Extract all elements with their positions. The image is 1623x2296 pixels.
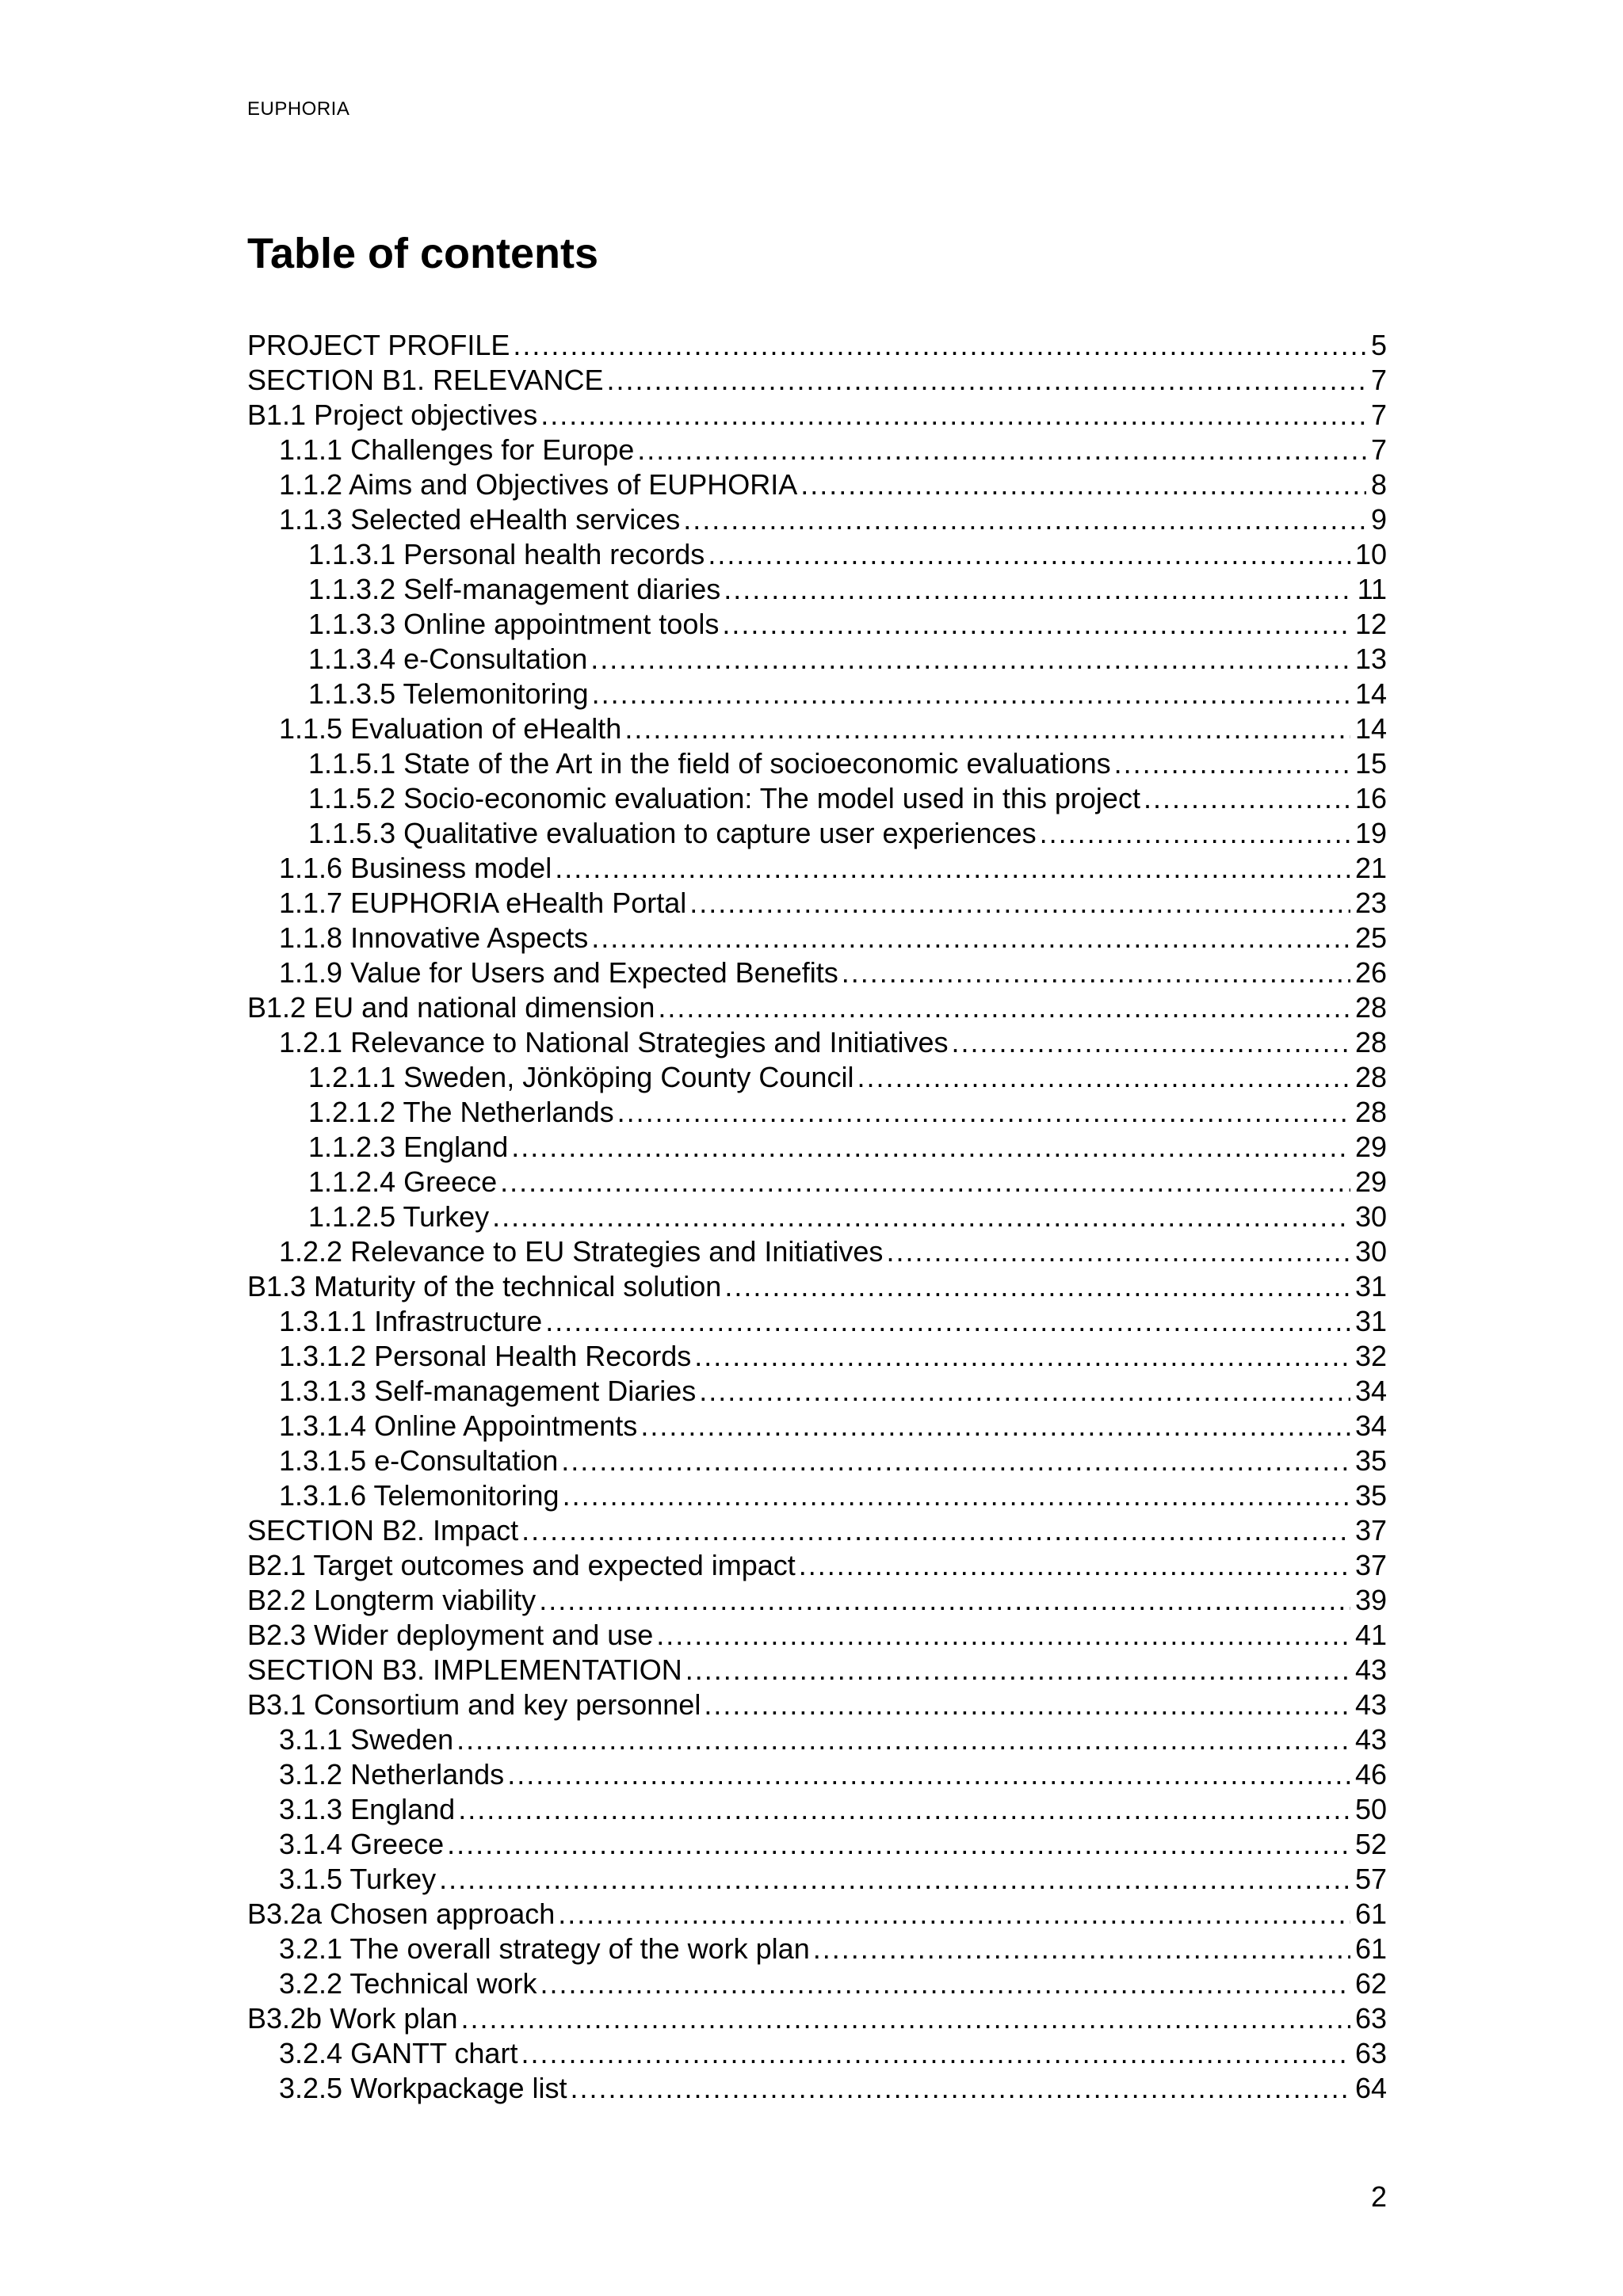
dot-leader (563, 1478, 1350, 1513)
toc-entry-page: 61 (1354, 1897, 1387, 1930)
toc-entry-page: 21 (1354, 852, 1387, 884)
toc-entry-page: 8 (1370, 468, 1387, 501)
toc-entry[interactable] (247, 572, 1387, 607)
toc-entry-label: 1.2.1 Relevance to National Strategies and Initiatives (279, 1026, 949, 1058)
toc-entry[interactable] (247, 1444, 1387, 1478)
dot-leader (857, 1060, 1350, 1095)
dot-leader (842, 955, 1350, 990)
toc-entry[interactable] (247, 677, 1387, 711)
toc-entry-page: 43 (1354, 1723, 1387, 1756)
dot-leader (658, 990, 1350, 1025)
toc-entry-page: 32 (1354, 1340, 1387, 1372)
toc-entry-label: 1.1.2 Aims and Objectives of EUPHORIA (279, 468, 798, 501)
dot-leader (1144, 781, 1350, 816)
toc-entry-page: 30 (1354, 1200, 1387, 1233)
toc-entry-label: 1.1.3.2 Self-management diaries (308, 573, 721, 605)
toc-entry-page: 35 (1354, 1479, 1387, 1512)
dot-leader (624, 711, 1350, 746)
dot-leader (722, 607, 1350, 642)
toc-entry-label: PROJECT PROFILE (247, 329, 510, 361)
toc-entry[interactable] (247, 1688, 1387, 1722)
toc-entry-page: 11 (1357, 573, 1387, 605)
toc-entry-label: 3.1.1 Sweden (279, 1723, 454, 1756)
dot-leader (1040, 816, 1350, 851)
toc-entry-page: 28 (1354, 991, 1387, 1024)
toc-entry[interactable] (247, 607, 1387, 642)
toc-entry[interactable] (247, 816, 1387, 851)
toc-entry-label: SECTION B1. RELEVANCE (247, 364, 604, 396)
toc-entry-page: 7 (1370, 399, 1387, 431)
toc-entry-label: SECTION B2. Impact (247, 1514, 519, 1547)
toc-entry[interactable] (247, 921, 1387, 955)
toc-entry-label: 3.2.1 The overall strategy of the work plan (279, 1932, 810, 1965)
toc-entry-label: B3.2b Work plan (247, 2002, 458, 2035)
toc-entry[interactable] (247, 1792, 1387, 1827)
toc-entry-page: 30 (1354, 1235, 1387, 1268)
toc-entry[interactable] (247, 1827, 1387, 1862)
toc-entry[interactable] (247, 433, 1387, 467)
toc-entry[interactable] (247, 1304, 1387, 1339)
toc-entry-page: 39 (1354, 1584, 1387, 1616)
toc-entry[interactable] (247, 1374, 1387, 1409)
toc-entry-label: 1.1.5.2 Socio-economic evaluation: The model used in this project (308, 782, 1140, 814)
toc-entry[interactable] (247, 1653, 1387, 1688)
toc-entry-label: 1.1.2.4 Greece (308, 1165, 498, 1198)
table-of-contents (247, 328, 1387, 2106)
toc-entry[interactable] (247, 2036, 1387, 2071)
toc-entry[interactable] (247, 1722, 1387, 1757)
dot-leader (683, 502, 1366, 537)
toc-entry[interactable] (247, 1269, 1387, 1304)
toc-entry-page: 57 (1354, 1863, 1387, 1895)
dot-leader (500, 1165, 1350, 1199)
toc-entry-page: 23 (1354, 887, 1387, 919)
toc-entry-page: 13 (1354, 643, 1387, 675)
toc-entry-label: 3.2.2 Technical work (279, 1967, 537, 2000)
dot-leader (521, 1513, 1350, 1548)
toc-entry[interactable] (247, 851, 1387, 886)
toc-entry[interactable] (247, 1966, 1387, 2001)
page-title: Table of contents (247, 230, 599, 277)
toc-entry[interactable] (247, 1897, 1387, 1932)
toc-entry-page: 28 (1354, 1061, 1387, 1093)
toc-entry-page: 16 (1354, 782, 1387, 814)
toc-entry-page: 64 (1354, 2072, 1387, 2104)
toc-entry-label: 1.2.1.1 Sweden, Jönköping County Council (308, 1061, 854, 1093)
toc-entry-label: 1.1.3.5 Telemonitoring (308, 677, 589, 710)
toc-entry[interactable] (247, 1478, 1387, 1513)
toc-entry-page: 35 (1354, 1444, 1387, 1477)
toc-entry[interactable] (247, 398, 1387, 433)
dot-leader (886, 1234, 1350, 1269)
toc-entry-label: 1.3.1.6 Telemonitoring (279, 1479, 559, 1512)
toc-entry-label: SECTION B3. IMPLEMENTATION (247, 1653, 682, 1686)
toc-entry-label: B2.1 Target outcomes and expected impact (247, 1549, 796, 1581)
toc-entry-page: 5 (1370, 329, 1387, 361)
toc-entry-page: 7 (1370, 364, 1387, 396)
toc-entry[interactable] (247, 1130, 1387, 1165)
dot-leader (704, 1688, 1350, 1722)
toc-entry[interactable] (247, 886, 1387, 921)
toc-entry-label: 1.1.6 Business model (279, 852, 552, 884)
toc-entry[interactable] (247, 1583, 1387, 1618)
toc-entry[interactable] (247, 363, 1387, 398)
toc-entry-label: 1.1.3.4 e-Consultation (308, 643, 588, 675)
toc-entry-label: B1.2 EU and national dimension (247, 991, 655, 1024)
toc-entry-page: 31 (1354, 1305, 1387, 1337)
dot-leader (539, 1583, 1350, 1618)
toc-entry-page: 31 (1354, 1270, 1387, 1302)
toc-entry-label: 3.1.2 Netherlands (279, 1758, 505, 1791)
toc-entry-page: 41 (1354, 1619, 1387, 1651)
toc-entry-label: B2.2 Longterm viability (247, 1584, 537, 1616)
toc-entry[interactable] (247, 1513, 1387, 1548)
toc-entry-label: B1.1 Project objectives (247, 399, 538, 431)
dot-leader (439, 1862, 1350, 1897)
toc-entry-label: 1.1.2.3 England (308, 1131, 509, 1163)
dot-leader (724, 1269, 1350, 1304)
toc-entry[interactable] (247, 1409, 1387, 1444)
toc-entry[interactable] (247, 1618, 1387, 1653)
dot-leader (800, 467, 1366, 502)
toc-entry-label: B3.1 Consortium and key personnel (247, 1688, 701, 1721)
dot-leader (513, 328, 1366, 363)
dot-leader (456, 1722, 1350, 1757)
toc-entry[interactable] (247, 642, 1387, 677)
toc-entry-page: 50 (1354, 1793, 1387, 1825)
toc-entry-label: 1.3.1.2 Personal Health Records (279, 1340, 692, 1372)
dot-leader (590, 642, 1350, 677)
toc-entry-page: 43 (1354, 1688, 1387, 1721)
dot-leader (492, 1199, 1350, 1234)
toc-entry[interactable] (247, 781, 1387, 816)
toc-entry-label: B3.2a Chosen approach (247, 1897, 556, 1930)
dot-leader (694, 1339, 1350, 1374)
dot-leader (617, 1095, 1350, 1130)
toc-entry[interactable] (247, 1339, 1387, 1374)
toc-entry-label: 3.1.4 Greece (279, 1828, 445, 1860)
toc-entry[interactable] (247, 746, 1387, 781)
toc-entry-page: 62 (1354, 1967, 1387, 2000)
dot-leader (545, 1304, 1350, 1339)
toc-entry[interactable] (247, 2071, 1387, 2106)
toc-entry-label: 3.1.3 England (279, 1793, 456, 1825)
toc-entry-page: 34 (1354, 1409, 1387, 1442)
toc-entry-page: 63 (1354, 2002, 1387, 2035)
toc-entry-label: 1.3.1.1 Infrastructure (279, 1305, 543, 1337)
toc-entry-page: 7 (1370, 433, 1387, 466)
toc-entry-page: 52 (1354, 1828, 1387, 1860)
toc-entry[interactable] (247, 990, 1387, 1025)
toc-entry-page: 19 (1354, 817, 1387, 849)
toc-entry-page: 12 (1354, 608, 1387, 640)
dot-leader (813, 1932, 1350, 1966)
dot-leader (558, 1897, 1350, 1932)
dot-leader (724, 572, 1352, 607)
dot-leader (540, 1966, 1350, 2001)
toc-entry-label: 1.1.1 Challenges for Europe (279, 433, 635, 466)
toc-entry[interactable] (247, 2001, 1387, 2036)
toc-entry-label: 1.1.5.1 State of the Art in the field of socioeconomic evaluations (308, 747, 1111, 780)
toc-entry-label: 1.2.2 Relevance to EU Strategies and Initiatives (279, 1235, 884, 1268)
toc-entry-page: 29 (1354, 1165, 1387, 1198)
toc-entry-page: 14 (1354, 712, 1387, 745)
dot-leader (561, 1444, 1350, 1478)
dot-leader (685, 1653, 1350, 1688)
dot-leader (571, 2071, 1350, 2106)
toc-entry[interactable] (247, 1025, 1387, 1060)
dot-leader (637, 433, 1366, 467)
dot-leader (699, 1374, 1350, 1409)
toc-entry-label: 3.2.4 GANTT chart (279, 2037, 518, 2069)
toc-entry[interactable] (247, 502, 1387, 537)
dot-leader (555, 851, 1350, 886)
dot-leader (447, 1827, 1350, 1862)
toc-entry-page: 26 (1354, 956, 1387, 989)
dot-leader (1114, 746, 1350, 781)
toc-entry-label: B1.3 Maturity of the technical solution (247, 1270, 722, 1302)
dot-leader (592, 677, 1350, 711)
toc-entry-label: 1.3.1.3 Self-management Diaries (279, 1375, 697, 1407)
toc-entry-page: 14 (1354, 677, 1387, 710)
toc-entry-page: 25 (1354, 921, 1387, 954)
toc-entry[interactable] (247, 1548, 1387, 1583)
toc-entry[interactable] (247, 1757, 1387, 1792)
toc-entry-page: 10 (1354, 538, 1387, 570)
toc-entry[interactable] (247, 1932, 1387, 1966)
toc-entry[interactable] (247, 328, 1387, 363)
toc-entry[interactable] (247, 711, 1387, 746)
toc-entry-label: 1.1.2.5 Turkey (308, 1200, 490, 1233)
toc-entry[interactable] (247, 1199, 1387, 1234)
toc-entry-label: 1.1.5 Evaluation of eHealth (279, 712, 622, 745)
page-number: 2 (1370, 2180, 1387, 2213)
toc-entry-label: 1.1.3.1 Personal health records (308, 538, 705, 570)
toc-entry-label: 1.1.9 Value for Users and Expected Benefits (279, 956, 838, 989)
toc-entry-page: 46 (1354, 1758, 1387, 1791)
dot-leader (656, 1618, 1350, 1653)
toc-entry-label: 1.3.1.5 e-Consultation (279, 1444, 559, 1477)
toc-entry-page: 37 (1354, 1549, 1387, 1581)
dot-leader (799, 1548, 1350, 1583)
toc-entry-label: 1.3.1.4 Online Appointments (279, 1409, 638, 1442)
toc-entry-label: 3.2.5 Workpackage list (279, 2072, 567, 2104)
dot-leader (460, 2001, 1350, 2036)
toc-entry-page: 63 (1354, 2037, 1387, 2069)
toc-entry[interactable] (247, 537, 1387, 572)
toc-entry[interactable] (247, 1060, 1387, 1095)
toc-entry-page: 29 (1354, 1131, 1387, 1163)
toc-entry[interactable] (247, 1234, 1387, 1269)
toc-entry-label: 1.1.7 EUPHORIA eHealth Portal (279, 887, 687, 919)
dot-leader (689, 886, 1350, 921)
toc-entry-page: 15 (1354, 747, 1387, 780)
dot-leader (507, 1757, 1350, 1792)
running-header: EUPHORIA (247, 98, 350, 120)
toc-entry-label: 1.1.3.3 Online appointment tools (308, 608, 720, 640)
toc-entry[interactable] (247, 467, 1387, 502)
toc-entry-label: 3.1.5 Turkey (279, 1863, 437, 1895)
toc-entry-page: 28 (1354, 1096, 1387, 1128)
dot-leader (591, 921, 1350, 955)
dot-leader (458, 1792, 1350, 1827)
toc-entry-label: B2.3 Wider deployment and use (247, 1619, 654, 1651)
toc-entry[interactable] (247, 1862, 1387, 1897)
toc-entry[interactable] (247, 1095, 1387, 1130)
toc-entry-page: 37 (1354, 1514, 1387, 1547)
dot-leader (708, 537, 1350, 572)
toc-entry-label: 1.1.5.3 Qualitative evaluation to capture user experiences (308, 817, 1037, 849)
toc-entry-label: 1.1.3 Selected eHealth services (279, 503, 681, 536)
dot-leader (606, 363, 1366, 398)
dot-leader (521, 2036, 1350, 2071)
toc-entry-page: 43 (1354, 1653, 1387, 1686)
toc-entry-page: 9 (1370, 503, 1387, 536)
toc-entry-page: 61 (1354, 1932, 1387, 1965)
toc-entry-label: 1.1.8 Innovative Aspects (279, 921, 589, 954)
dot-leader (640, 1409, 1350, 1444)
toc-entry-label: 1.2.1.2 The Netherlands (308, 1096, 614, 1128)
dot-leader (511, 1130, 1350, 1165)
toc-entry-page: 28 (1354, 1026, 1387, 1058)
toc-entry[interactable] (247, 1165, 1387, 1199)
dot-leader (952, 1025, 1350, 1060)
toc-entry[interactable] (247, 955, 1387, 990)
dot-leader (540, 398, 1366, 433)
toc-entry-page: 34 (1354, 1375, 1387, 1407)
